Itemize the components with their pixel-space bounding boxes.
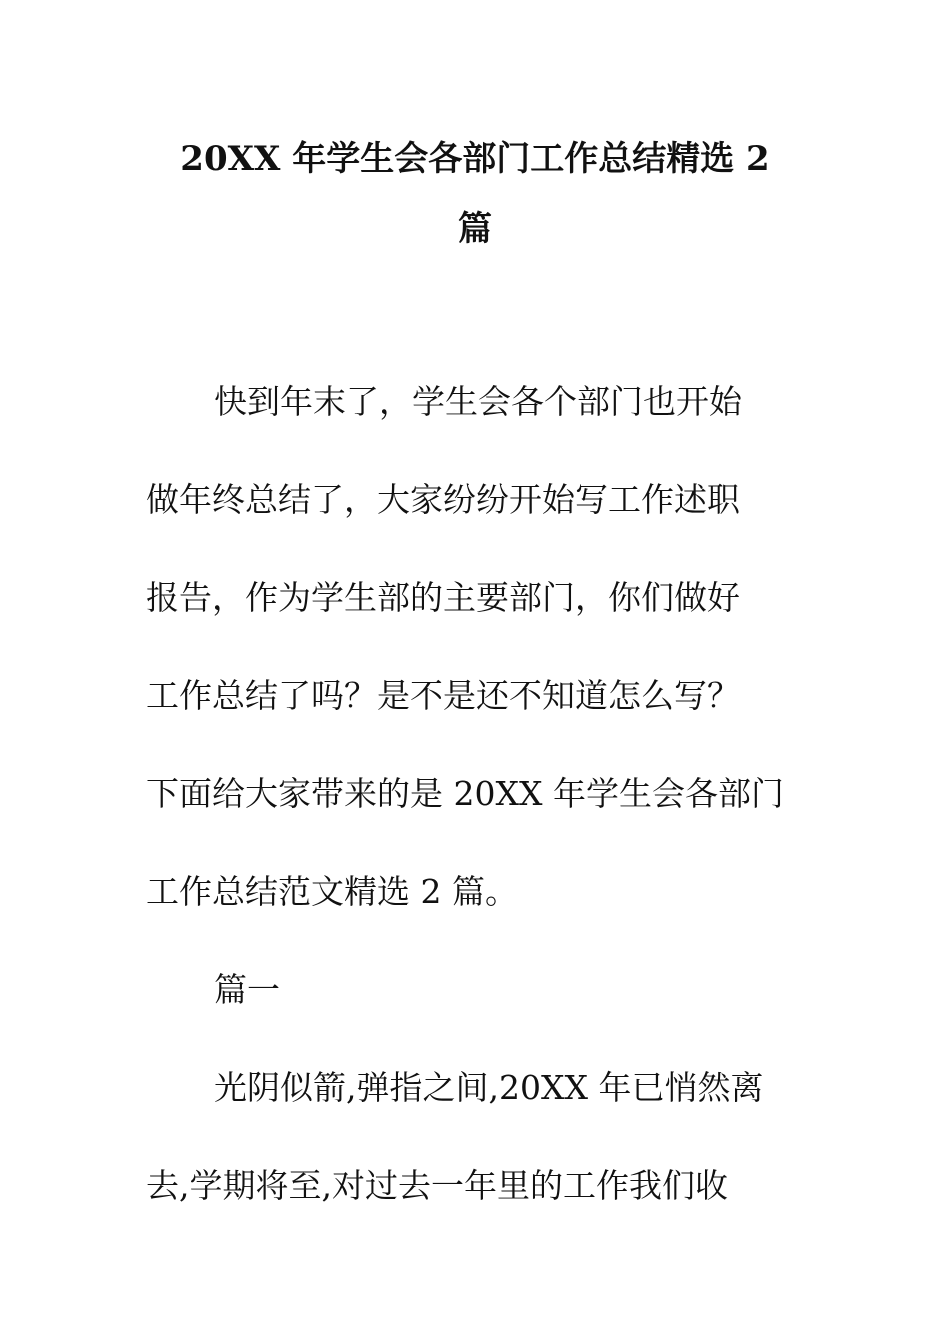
paragraph-line: 工作总结了吗？是不是还不知道怎么写？ bbox=[146, 676, 740, 715]
document-title-line-2: 篇 bbox=[458, 209, 492, 249]
paragraph-line: 去,学期将至,对过去一年里的工作我们收 bbox=[146, 1166, 728, 1205]
paragraph-line: 下面给大家带来的是 20XX 年学生会各部门 bbox=[146, 774, 784, 813]
section-heading: 篇一 bbox=[214, 970, 280, 1009]
paragraph-line: 报告，作为学生部的主要部门，你们做好 bbox=[146, 578, 740, 617]
paragraph-line: 快到年末了，学生会各个部门也开始 bbox=[214, 382, 742, 421]
paragraph-line: 工作总结范文精选 2 篇。 bbox=[146, 872, 518, 911]
document-title-line-1: 20XX 年学生会各部门工作总结精选 2 bbox=[180, 139, 770, 179]
paragraph-line: 光阴似箭,弹指之间,20XX 年已悄然离 bbox=[214, 1068, 764, 1107]
paragraph-line: 做年终总结了，大家纷纷开始写工作述职 bbox=[146, 480, 740, 519]
